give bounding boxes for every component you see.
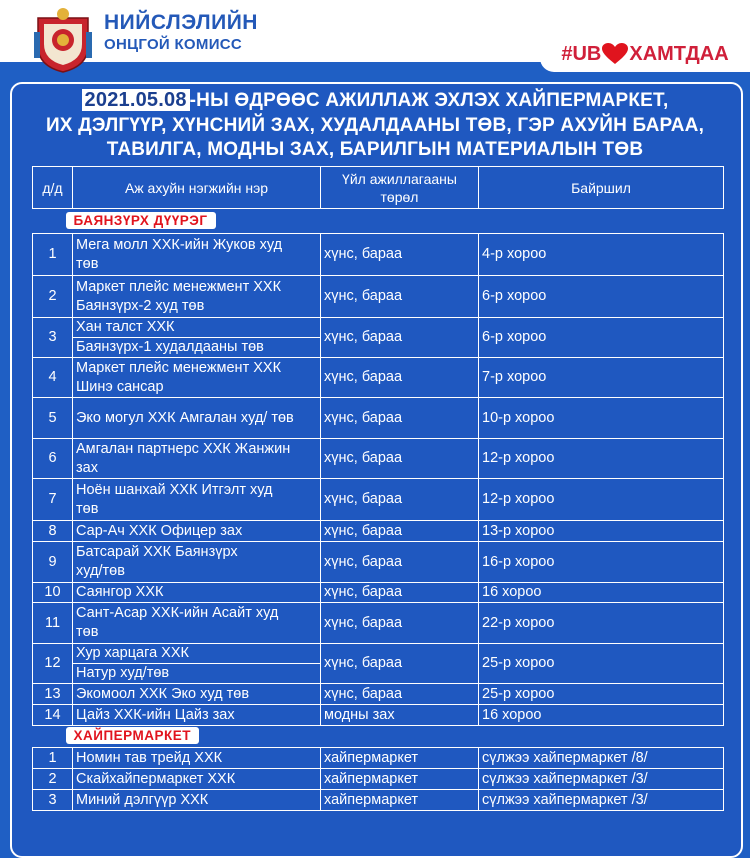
table-row <box>33 748 724 769</box>
activity-type: хүнс, бараа <box>321 358 479 398</box>
row-number: 3 <box>33 790 73 811</box>
activity-type: хайпермаркет <box>321 769 479 790</box>
col-header-number: д/д <box>33 167 73 209</box>
table-row <box>33 705 724 726</box>
business-name <box>73 684 321 705</box>
city-emblem-icon <box>30 6 96 74</box>
activity-type: хүнс, бараа <box>321 583 479 603</box>
table-row <box>33 521 724 542</box>
business-name <box>73 748 321 769</box>
business-name-line-1: Хан талст ХХК <box>73 318 320 338</box>
row-number: 8 <box>33 521 73 542</box>
location: 25-р хороо <box>479 644 724 684</box>
location: 25-р хороо <box>479 684 724 705</box>
business-name-line-2: худ/төв <box>76 563 125 579</box>
org-line-2: ОНЦГОЙ КОМИСС <box>104 36 243 53</box>
business-name-line-2: төв <box>76 255 99 272</box>
table-row <box>33 358 724 398</box>
business-name-line-1: Миний дэлгүүр ХХК <box>76 791 209 808</box>
business-name-line-1: Скайхайпермаркет ХХК <box>76 770 236 787</box>
table-row <box>33 398 724 439</box>
table-row <box>33 234 724 276</box>
activity-type: хайпермаркет <box>321 790 479 811</box>
business-name-line-2: Натур худ/төв <box>76 665 170 681</box>
business-name-line-2: төв <box>76 500 99 517</box>
business-name-line-2: төв <box>76 624 99 640</box>
location: сүлжээ хайпермаркет /3/ <box>479 790 724 811</box>
location: 6-р хороо <box>479 276 724 318</box>
business-name-line-1: Мега молл ХХК-ийн Жуков худ <box>76 236 283 253</box>
row-number: 2 <box>33 276 73 318</box>
table-row <box>33 684 724 705</box>
date-highlight: 2021.05.08 <box>82 89 190 111</box>
location: 13-р хороо <box>479 521 724 542</box>
row-number: 2 <box>33 769 73 790</box>
business-name-line-1: Номин тав трейд ХХК <box>76 749 223 766</box>
activity-type: хүнс, бараа <box>321 276 479 318</box>
table-row <box>33 790 724 811</box>
activity-type: хүнс, бараа <box>321 603 479 644</box>
row-number: 5 <box>33 398 73 439</box>
business-name <box>73 521 321 542</box>
business-name-line-2: Баянзүрх-2 худ төв <box>76 297 205 314</box>
business-name-line-1: Маркет плейс менежмент ХХК <box>76 278 282 295</box>
business-name-line-1: Ноён шанхай ХХК Итгэлт худ <box>76 481 273 498</box>
hashtag-suffix: ХАМТДАА <box>629 42 729 65</box>
business-name <box>73 439 321 479</box>
business-name <box>73 358 321 398</box>
business-name <box>73 398 321 439</box>
location: 22-р хороо <box>479 603 724 644</box>
table-row <box>33 583 724 603</box>
business-name <box>73 769 321 790</box>
business-name <box>73 583 321 603</box>
location: 4-р хороо <box>479 234 724 276</box>
location: 16-р хороо <box>479 542 724 583</box>
location: 7-р хороо <box>479 358 724 398</box>
activity-type: хүнс, бараа <box>321 644 479 684</box>
location: 10-р хороо <box>479 398 724 439</box>
business-name-line-1: Сант-Асар ХХК-ийн Асайт худ <box>76 605 279 621</box>
activity-type: хүнс, бараа <box>321 542 479 583</box>
business-name-line-1: Батсарай ХХК Баянзүрх <box>76 544 238 560</box>
activity-type: хүнс, бараа <box>321 398 479 439</box>
col-header-location: Байршил <box>479 167 724 209</box>
row-number: 7 <box>33 479 73 521</box>
section-header <box>33 209 724 234</box>
business-name-line-1: Цайз ХХК-ийн Цайз зах <box>76 706 235 723</box>
table-header-row <box>33 167 724 209</box>
title-line-2: ИХ ДЭЛГҮҮР, ХҮНСНИЙ ЗАХ, ХУДАЛДААНЫ ТӨВ, ГЭР АХУЙН БАРАА, <box>45 114 705 136</box>
activity-type: хүнс, бараа <box>321 234 479 276</box>
location: сүлжээ хайпермаркет /3/ <box>479 769 724 790</box>
location: сүлжээ хайпермаркет /8/ <box>479 748 724 769</box>
location: 16 хороо <box>479 583 724 603</box>
business-name <box>73 234 321 276</box>
row-number: 3 <box>33 318 73 358</box>
location: 12-р хороо <box>479 479 724 521</box>
row-number: 6 <box>33 439 73 479</box>
row-number: 11 <box>33 603 73 644</box>
business-name-line-2: Шинэ сансар <box>76 378 164 395</box>
table-row <box>33 318 724 358</box>
row-number: 1 <box>33 748 73 769</box>
row-number: 9 <box>33 542 73 583</box>
row-number: 4 <box>33 358 73 398</box>
business-name-line-1: Амгалан партнерс ХХК Жанжин <box>76 440 291 457</box>
business-table <box>32 166 724 811</box>
heart-icon <box>602 43 628 65</box>
section-badge: БАЯНЗҮРХ ДҮҮРЭГ <box>66 212 216 229</box>
business-name <box>73 705 321 726</box>
title-line-1: 2021.05.08 -НЫ ӨДРӨӨС АЖИЛЛАЖ ЭХЛЭХ ХАЙПЕРМАРКЕТ, <box>0 88 750 114</box>
business-name-line-1: Маркет плейс менежмент ХХК <box>76 359 282 376</box>
business-name <box>73 479 321 521</box>
location: 12-р хороо <box>479 439 724 479</box>
hashtag-banner <box>540 36 750 72</box>
table-row <box>33 276 724 318</box>
section-header <box>33 726 724 748</box>
business-name <box>73 542 321 583</box>
activity-type: хүнс, бараа <box>321 684 479 705</box>
table-row <box>33 644 724 684</box>
business-name-line-1: Саянгор ХХК <box>76 584 164 600</box>
table-row <box>33 542 724 583</box>
business-name-line-1: Сар-Ач ХХК Офицер зах <box>76 522 243 539</box>
org-line-1: НИЙСЛЭЛИЙН <box>104 11 258 34</box>
activity-type: хүнс, бараа <box>321 479 479 521</box>
title-line-3: ТАВИЛГА, МОДНЫ ЗАХ, БАРИЛГЫН МАТЕРИАЛЫН ТӨВ <box>106 139 644 160</box>
page-title <box>0 88 750 163</box>
organization-name <box>104 12 258 52</box>
row-number: 10 <box>33 583 73 603</box>
row-number: 14 <box>33 705 73 726</box>
location: 16 хороо <box>479 705 724 726</box>
table-row <box>33 479 724 521</box>
business-name-line-1: Эко могул ХХК Амгалан худ/ төв <box>76 409 294 426</box>
business-name <box>73 790 321 811</box>
business-name-line-1: Хур харцага ХХК <box>73 644 320 664</box>
business-name <box>73 644 321 684</box>
row-number: 12 <box>33 644 73 684</box>
table-row <box>33 439 724 479</box>
business-name-line-2: Баянзүрх-1 худалдааны төв <box>76 339 264 355</box>
row-number: 1 <box>33 234 73 276</box>
activity-type: модны зах <box>321 705 479 726</box>
table-row <box>33 769 724 790</box>
business-name <box>73 603 321 644</box>
col-header-name: Аж ахуйн нэгжийн нэр <box>73 167 321 209</box>
location: 6-р хороо <box>479 318 724 358</box>
business-name-line-1: Экомоол ХХК Эко худ төв <box>76 685 250 702</box>
activity-type: хайпермаркет <box>321 748 479 769</box>
col-header-type: Үйл ажиллагааны төрөл <box>321 167 479 209</box>
business-name <box>73 318 321 358</box>
row-number: 13 <box>33 684 73 705</box>
section-badge: ХАЙПЕРМАРКЕТ <box>66 727 199 744</box>
activity-type: хүнс, бараа <box>321 521 479 542</box>
hashtag-prefix: #UB <box>561 42 602 65</box>
table-row <box>33 603 724 644</box>
business-name <box>73 276 321 318</box>
business-name-line-2: зах <box>76 459 98 476</box>
activity-type: хүнс, бараа <box>321 439 479 479</box>
activity-type: хүнс, бараа <box>321 318 479 358</box>
